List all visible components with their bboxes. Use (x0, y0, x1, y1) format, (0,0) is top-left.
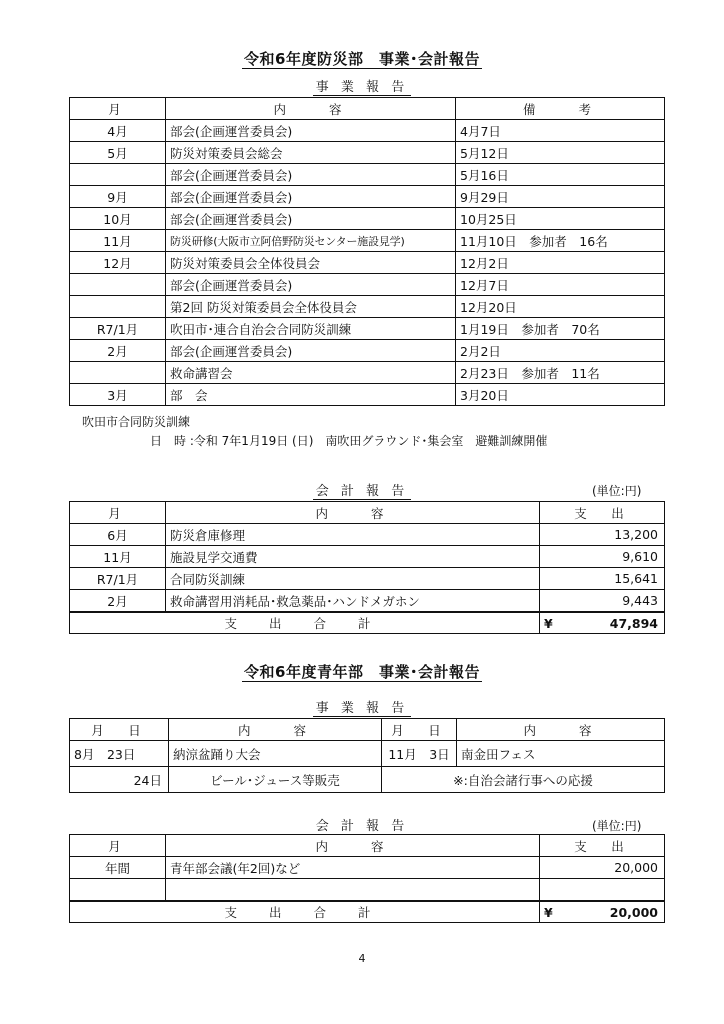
table-row: 12月 防災対策委員会全体役員会 12月2日 (70, 252, 665, 274)
table-row: 2月 救命講習用消耗品･救急薬品･ハンドメガホン 9,443 (70, 590, 665, 613)
total-amount: ¥ 20,000 (540, 901, 665, 923)
total-label: 支 出 合 計 (70, 612, 540, 634)
table-row: 10月 部会(企画運営委員会) 10月25日 (70, 208, 665, 230)
table-row: 8月 23日 納涼盆踊り大会 11月 3日 南金田フェス (70, 741, 665, 767)
header-date-2: 月 日 (382, 719, 457, 741)
header-month: 月 (70, 502, 166, 524)
table-row: R7/1月 合同防災訓練 15,641 (70, 568, 665, 590)
header-expense: 支 出 (540, 502, 665, 524)
table-row: 3月 部 会 3月20日 (70, 384, 665, 406)
drill-note-detail: 日 時 :令和 7年1月19日 (日) 南吹田グラウンド･集会室 避難訓練開催 (150, 434, 548, 448)
table-row: 部会(企画運営委員会) 5月16日 (70, 164, 665, 186)
table-header-row (70, 835, 665, 857)
support-note: ※:自治会諸行事への応援 (382, 767, 665, 793)
seinen-jigyo-subtitle: 事 業 報 告 (0, 697, 724, 716)
table-header-row (70, 502, 665, 524)
table-row: 4月 部会(企画運営委員会) 4月7日 (70, 120, 665, 142)
table-row: 2月 部会(企画運営委員会) 2月2日 (70, 340, 665, 362)
header-content: 内 容 (166, 502, 540, 524)
table-row: 9月 部会(企画運営委員会) 9月29日 (70, 186, 665, 208)
bousai-unit-label: (単位:円) (592, 484, 642, 498)
total-amount: ¥ 47,894 (540, 612, 665, 634)
table-row: 6月 防災倉庫修理 13,200 (70, 524, 665, 546)
bousai-jigyo-table (69, 97, 665, 406)
header-remarks: 備 考 (456, 98, 665, 120)
seinen-jigyo-table (69, 718, 665, 793)
table-header-row (70, 98, 665, 120)
header-content: 内 容 (166, 98, 456, 120)
header-content-2: 内 容 (457, 719, 665, 741)
drill-note-title: 吹田市合同防災訓練 (82, 415, 191, 429)
total-label: 支 出 合 計 (70, 901, 540, 923)
table-row: 部会(企画運営委員会) 12月7日 (70, 274, 665, 296)
table-row: 5月 防災対策委員会総会 5月12日 (70, 142, 665, 164)
bousai-kaikei-table (69, 501, 665, 634)
bousai-jigyo-subtitle: 事 業 報 告 (0, 76, 724, 95)
table-row: 11月 防災研修(大阪市立阿倍野防災センター施設見学) 11月10日 参加者 16名 (70, 230, 665, 252)
table-row: R7/1月 吹田市･連合自治会合同防災訓練 1月19日 参加者 70名 (70, 318, 665, 340)
header-content: 内 容 (166, 835, 540, 857)
table-row: 第2回 防災対策委員会全体役員会 12月20日 (70, 296, 665, 318)
table-row: 11月 施設見学交通費 9,610 (70, 546, 665, 568)
header-month: 月 (70, 835, 166, 857)
total-row (70, 901, 665, 923)
bousai-title: 令和6年度防災部 事業･会計報告 (244, 50, 480, 68)
table-row: 24日 ビール･ジュース等販売 ※:自治会諸行事への応援 (70, 767, 665, 793)
seinen-kaikei-table (69, 834, 665, 923)
seinen-kaikei-subtitle: 会 計 報 告 (0, 815, 724, 834)
seinen-unit-label: (単位:円) (592, 819, 642, 833)
table-row: 救命講習会 2月23日 参加者 11名 (70, 362, 665, 384)
seinen-title: 令和6年度青年部 事業･会計報告 (244, 663, 480, 681)
bousai-kaikei-subtitle: 会 計 報 告 (0, 480, 724, 499)
header-content: 内 容 (169, 719, 382, 741)
page-number: 4 (358, 952, 366, 965)
header-month: 月 (70, 98, 166, 120)
table-row: 年間 青年部会議(年2回)など 20,000 (70, 857, 665, 879)
table-row (70, 879, 665, 902)
header-date: 月 日 (70, 719, 169, 741)
total-row (70, 612, 665, 634)
table-header-row (70, 719, 665, 741)
header-expense: 支 出 (540, 835, 665, 857)
